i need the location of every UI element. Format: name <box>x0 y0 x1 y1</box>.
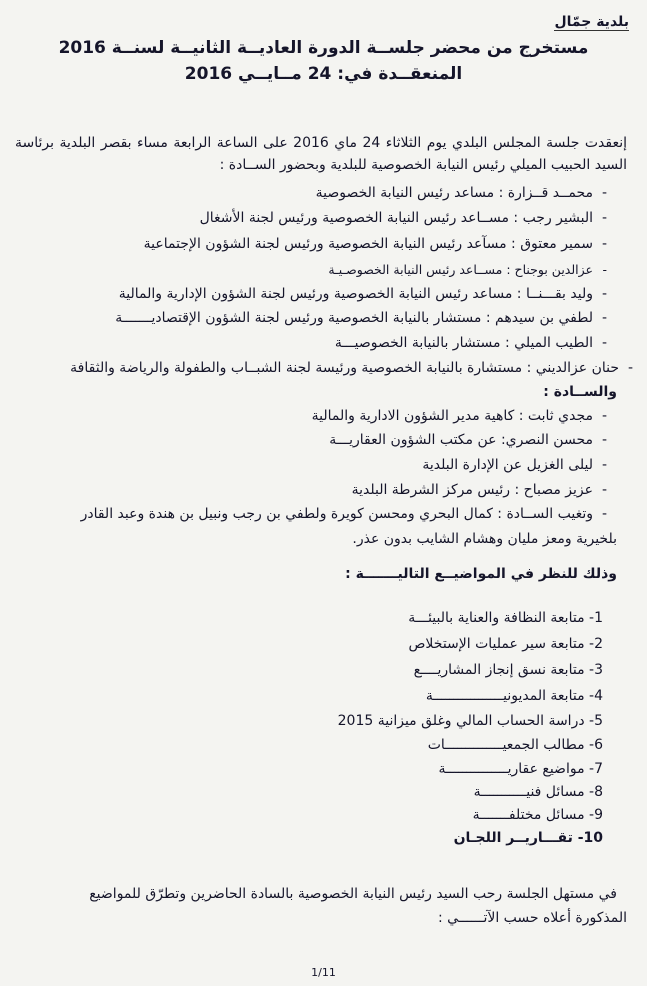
attendee-item: -عزالدين بوجناح : مســاعد رئيس النيابة الخصوصـيـة <box>328 262 607 277</box>
attendee-item: -لطفي بن سيدهم : مستشار بالنيابة الخصوصية ورئيس لجنة الشؤون الإقتصاديـــــــة <box>115 310 607 326</box>
attendee-item: -الطيب الميلي : مستشار بالنيابة الخصوصيـــة <box>334 335 607 351</box>
staff-item: -عزيز مصباح : رئيس مركز الشرطة البلدية <box>351 482 607 498</box>
attendee-item: -محمــد قــزارة : مساعد رئيس النيابة الخصوصية <box>315 185 607 201</box>
closing-line: المذكورة أعلاه حسب الآتــــــي : <box>438 910 627 926</box>
staff-item: -ليلى الغزيل عن الإدارة البلدية <box>422 457 607 473</box>
attendee-item: -حنان عزالديني : مستشارة بالنيابة الخصوصية ورئيسة لجنة الشبــاب والطفولة والرياضة والثقافة <box>70 360 633 376</box>
agenda-item: 2- متابعة سير عمليات الإستخلاص <box>408 636 603 652</box>
absent-line: بلخيرية ومعز مليان وهشام الشايب بدون عذر. <box>352 531 617 547</box>
agenda-item: 4- متابعة المديونيـــــــــــــــــة <box>425 688 603 704</box>
agenda-item: 6- مطالب الجمعيــــــــــــــات <box>427 737 603 753</box>
agenda-heading: وذلك للنظر في المواضيــع التاليـــــــة : <box>345 566 617 582</box>
agenda-item: 9- مسائل مختلفـــــــة <box>472 807 603 823</box>
agenda-item: 10- تقـــاريــر اللجـان <box>453 830 603 846</box>
municipality-label: بلدية جمّال <box>554 14 629 30</box>
agenda-item: 5- دراسة الحساب المالي وغلق ميزانية 2015 <box>337 713 603 729</box>
agenda-item: 3- متابعة نسق إنجاز المشاريــــع <box>413 662 603 678</box>
attendee-item: -وليد بقـــنــا : مساعد رئيس النيابة الخصوصية ورئيس لجنة الشؤون الإدارية والمالية <box>118 286 607 302</box>
staff-item: -محسن النصري: عن مكتب الشؤون العقاريـــة <box>329 432 607 448</box>
closing-line: في مستهل الجلسة رحب السيد رئيس النيابة الخصوصية بالسادة الحاضرين وتطرّق للمواضيع <box>89 886 617 902</box>
attendee-item: -سمير معتوق : مسآعد رئيس النيابة الخصوصية ورئيس لجنة الشؤون الإجتماعية <box>143 236 607 252</box>
agenda-item: 1- متابعة النظافة والعناية بالبيئـــة <box>408 610 603 626</box>
session-date: المنعقــدة في: 24 مــايــي 2016 <box>184 64 463 84</box>
attendee-item: -البشير رجب : مســاعد رئيس النيابة الخصوصية ورئيس لجنة الأشغال <box>199 210 607 226</box>
page-number: 1/11 <box>311 966 336 979</box>
staff-heading: والســادة : <box>543 384 617 400</box>
agenda-item: 8- مسائل فنيـــــــــــة <box>473 784 603 800</box>
absent-line: -وتغيب الســادة : كمال البحري ومحسن كويرة ولطفي بن رجب ونبيل بن هندة وعبد القادر <box>80 506 607 522</box>
document-title: مستخرج من محضر جلســة الدورة العاديــة الثانيــة لسنــة 2016 <box>58 38 589 58</box>
staff-item: -مجدي ثابت : كاهية مدير الشؤون الادارية والمالية <box>311 408 607 424</box>
intro-paragraph: إنعقدت جلسة المجلس البلدي يوم الثلاثاء 24 ماي 2016 على الساعة الرابعة مساء بقصر البلدية برئاسة السيد الحبيب الميلي رئيس النيابة الخصوصية للبلدية وبحضور الســادة : <box>15 135 627 173</box>
agenda-item: 7- مواضيع عقاريـــــــــــــــة <box>438 761 603 777</box>
